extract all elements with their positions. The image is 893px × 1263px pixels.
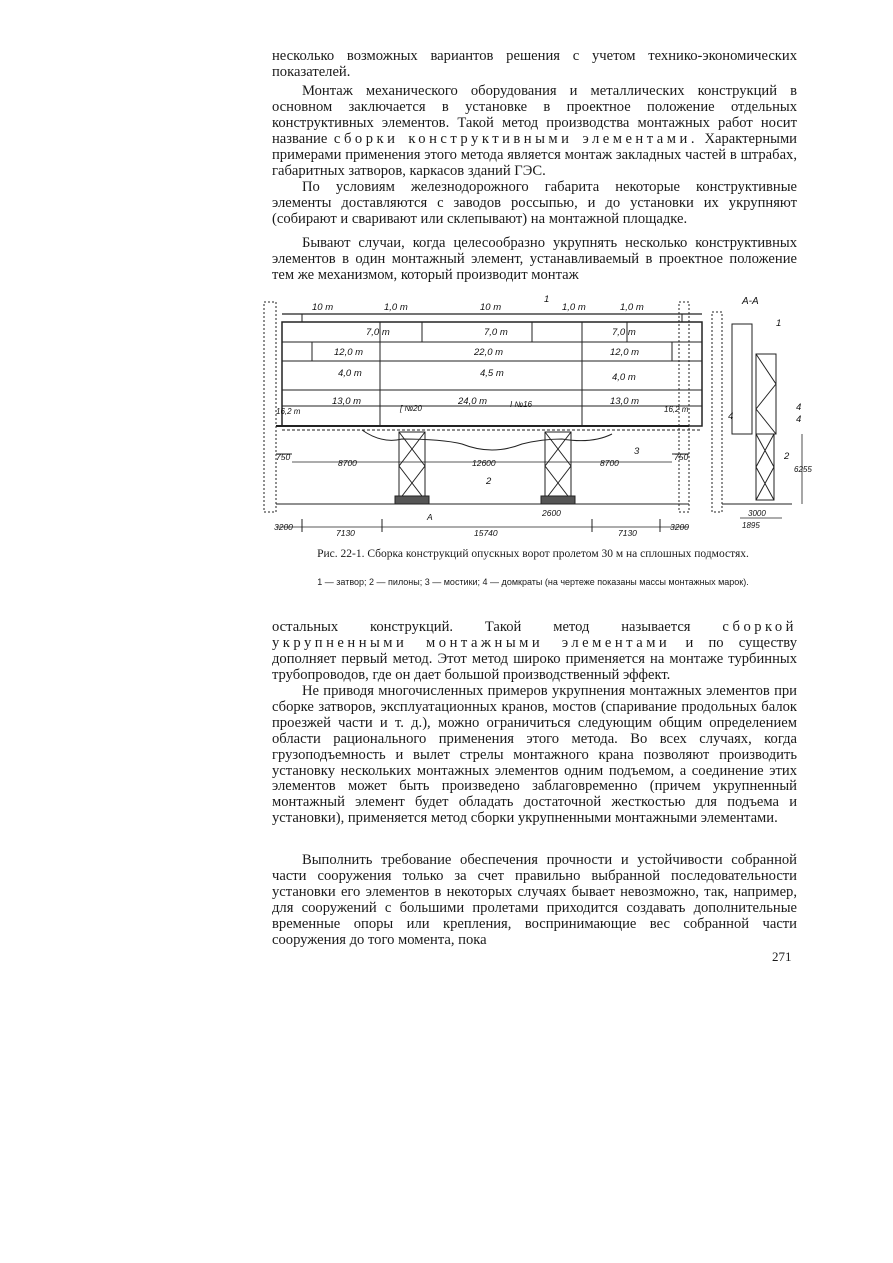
mass-row4-1: 13,0 т [332,396,362,407]
dim-bottom-4: 7130 [618,528,637,538]
mass-row4-2: 24,0 т [458,396,488,407]
dim-bottom-3: 15740 [474,528,498,538]
mass-row3-3: 4,0 т [612,372,636,383]
paragraph-2-term: сборки конструктивными элементами. [333,130,698,147]
dim-bottom-2: 7130 [336,528,355,538]
paragraph-2 [272,84,797,179]
mass-row2-2: 22,0 т [474,347,504,358]
dim-bottom-1: 3200 [274,522,293,532]
paragraph-5-text: остальных конструкций. Такой метод называется [272,619,691,635]
mass-row2-1: 12,0 т [334,347,364,358]
callout-section-4b: 4 [796,414,802,425]
mass-row2-3: 12,0 т [610,347,640,358]
callout-2: 2 [486,476,492,487]
callout-3: 3 [634,446,640,457]
callout-section-4: 4 [796,402,802,413]
figure-drawing [262,294,810,544]
mass-row3-2: 4,5 т [480,368,504,379]
channel-label-2: I №16 [510,400,533,409]
dim-pier: 2600 [542,508,561,518]
mass-side-left: 16,2 т [276,407,301,416]
mass-row3-1: 4,0 т [338,368,362,379]
paragraph-1: несколько возможных вариантов решения с учетом технико-экономических показателей. [272,48,797,80]
paragraph-6: Не приводя многочисленных примеров укрупнения монтажных элементов при сборке затворов, эксплуатационных кранов, мостов (спаривание продольных балок проезжей части и т. д.), можно ограничиться следующим общим определением области рационального применения этого метода. Во всех случаях, когда грузоподъемность и вылет стрелы монтажного крана позволяют производить установку нескольких монтажных элементов одним подъемом, а соединение этих элементов может быть произведено заблаговременно (причем укрупненный монтажный элемент будет обладать достаточной жесткостью для подъема и установки), применяется метод сборки укрупненными монтажными элементами. [272,683,797,827]
page-number: 271 [772,949,792,964]
dim-mid-3: 12600 [472,458,496,468]
channel-label-1: [ №20 [400,404,423,413]
mass-top-3: 10 т [480,302,502,313]
paragraph-5-cont: и по существу дополняет первый метод. Этот метод широко применяется на монтаже турбинных трубопроводов, где он дает большой производственный эффект. [272,634,797,683]
mass-row1-2: 7,0 т [484,327,508,338]
dim-section-width: 3000 [748,509,766,518]
mass-side-right: 16,2 т [664,405,689,414]
mass-top-2: 1,0 т [384,302,408,313]
callout-1: 1 [544,294,550,305]
callout-section-2: 2 [784,451,790,462]
callout-section-1: 1 [776,318,782,329]
paragraph-4: Бывают случаи, когда целесообразно укрупнять несколько конструктивных элементов в один монтажный элемент, устанавливаемый в проектное положение тем же механизмом, который производит монтаж [272,235,797,283]
mass-top-5: 1,0 т [620,302,644,313]
dim-section-small: 1895 [742,521,760,530]
dim-mid-4: 8700 [600,458,619,468]
dim-bottom-5: 3200 [670,522,689,532]
figure-gate-assembly [262,294,810,544]
paragraph-7: Выполнить требование обеспечения прочности и устойчивости собранной части сооружения только за счет правильно выбранной последовательности установки его элементов в некоторых случаях бывает невозможно, так, например, для сооружений с большими пролетами приходится создавать дополнительные временные опоры или крепления, воспринимающие вес собранной части сооружения до того момента, пока [272,852,797,948]
paragraph-5 [272,620,797,684]
figure-caption: Рис. 22-1. Сборка конструкций опускных ворот пролетом 30 м на сплошных подмостях. [317,548,749,560]
dim-mid-1: 750 [276,452,291,462]
paragraph-5-term: сборкой укрупненными монтажными элементами [272,619,797,651]
dim-mid-5: 750 [674,452,689,462]
mass-top-1: 10 т [312,302,334,313]
section-label: А-А [742,296,759,307]
mass-row1-3: 7,0 т [612,327,636,338]
figure-legend: 1 — затвор; 2 — пилоны; 3 — мостики; 4 — домкраты (на чертеже показаны массы монтажных марок). [317,577,749,587]
mass-row1-1: 7,0 т [366,327,390,338]
paragraph-2-text: Монтаж механического оборудования и металлических конструкций в основном заключается в установке в проектное положение отдельных конструктивных элементов. Такой метод производства монтажных работ носит название [272,83,797,147]
paragraph-3: По условиям железнодорожного габарита некоторые конструктивные элементы доставляются с заводов россыпью, и до установки их укрупняют (собирают и сваривают или склепывают) на монтажной площадке. [272,179,797,227]
dim-section-height: 6255 [794,465,812,474]
paragraph-2-cont: Характерными примерами применения этого метода является монтаж закладных частей в штрабах, габаритных затворов, каркасов зданий ГЭС. [272,130,797,179]
mass-row4-3: 13,0 т [610,396,640,407]
dim-mid-2: 8700 [338,458,357,468]
marker-a-bottom: А [427,512,433,522]
callout-4: 4 [728,411,734,422]
mass-top-4: 1,0 т [562,302,586,313]
